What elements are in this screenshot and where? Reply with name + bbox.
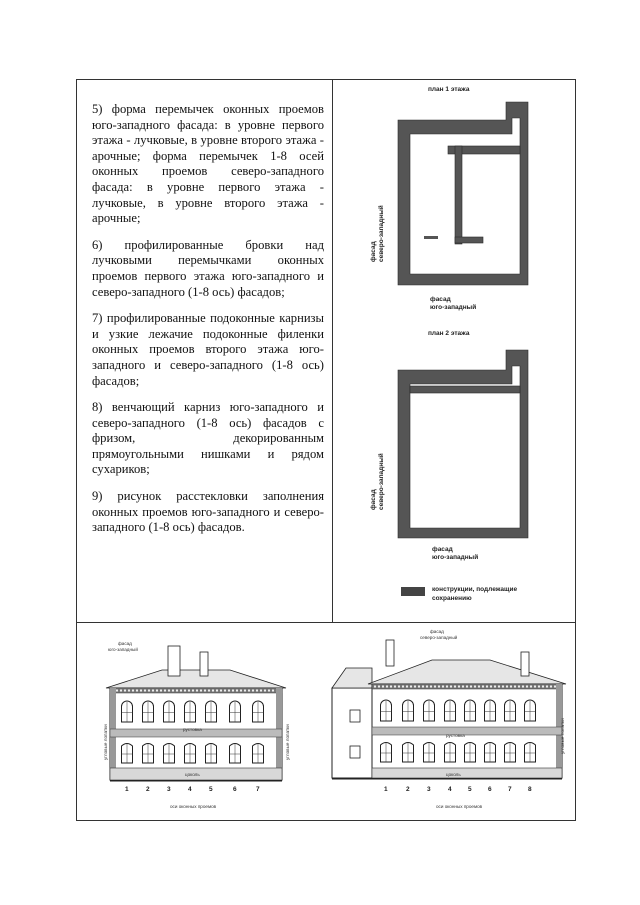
list-item-8: 8) венчающий карниз юго-западного и северо-западного (1-8 ось) фасадов с фризом, декорированным прямоугольными нишками и рядом сухариков;	[92, 400, 324, 477]
facade-nw-axis-caption: оси оконных проемов	[436, 804, 483, 809]
facade-nw-annex-window	[350, 710, 360, 722]
facade-nw-annex-wall	[332, 688, 372, 778]
facade-sw-axis-number: 3	[167, 786, 171, 793]
facade-sw-left-side-label: угловые лопатки	[103, 724, 108, 760]
facade-nw-annex-window	[350, 746, 360, 758]
facade-sw-axis-number: 2	[146, 786, 150, 793]
plan2-bottom-label-2: юго-западный	[432, 554, 479, 561]
list-item-9: 9) рисунок расстекловки заполнения оконных проемов юго-западного и северо-западного (1-8 ось) фасадов.	[92, 489, 324, 535]
list-item-6: 6) профилированные бровки над лучковыми перемычками оконных проемов первого этажа юго-западного и северо-западного (1-8 ось) фасадов;	[92, 237, 324, 299]
facade-nw-title-2: северо-западный	[420, 635, 458, 640]
facade-sw-axis-number: 1	[125, 786, 129, 793]
list-item-7: 7) профилированные подоконные карнизы и узкие лежачие подоконные филенки оконных проемов второго этажа юго-западного и северо-западного (1-8 ось) фасадов;	[92, 311, 324, 388]
facade-nw-chimney	[386, 640, 394, 666]
facade-nw-plinth-label: цоколь	[446, 772, 461, 777]
legend-text-1: конструкции, подлежащие	[432, 586, 518, 593]
plan1-left-label-1: фасад	[370, 241, 377, 262]
plan2-left-label-2: северо-западный	[378, 453, 385, 510]
facade-sw-axis-number: 5	[209, 786, 213, 793]
facade-nw-axis-number: 8	[528, 786, 532, 793]
facade-nw-right-side-label: угловые лопатки	[560, 718, 565, 754]
facade-nw-axis-number: 5	[468, 786, 472, 793]
facade-sw-plinth-label: цоколь	[185, 772, 200, 777]
plan1-left-label-2: северо-западный	[378, 205, 385, 262]
facade-nw-annex-roof	[332, 668, 372, 688]
facade-sw-right-side-label: угловые лопатки	[285, 724, 290, 760]
facade-sw-title-1: фасад	[118, 641, 132, 646]
facade-sw-band-label: рустовка	[183, 727, 202, 732]
facade-sw-title-2: юго-западный	[108, 647, 138, 652]
facade-nw-axis-number: 3	[427, 786, 431, 793]
plan2-title: план 2 этажа	[428, 330, 470, 337]
facade-nw-roof	[368, 660, 566, 684]
facade-sw-axis-number: 6	[233, 786, 237, 793]
plan2-left-label-1: фасад	[370, 489, 377, 510]
facade-sw-axis-number: 4	[188, 786, 192, 793]
legend-text-2: сохранению	[432, 595, 472, 602]
facade-nw-axis-number: 7	[508, 786, 512, 793]
plan1-bottom-label-2: юго-западный	[430, 304, 477, 311]
facade-nw-axis-number: 6	[488, 786, 492, 793]
facade-nw-band-label: рустовка	[446, 733, 465, 738]
facade-sw-axis-caption: оси оконных проемов	[170, 804, 217, 809]
plan1-bottom-label-1: фасад	[430, 296, 451, 303]
facade-nw-axis-number: 4	[448, 786, 452, 793]
facade-nw-rustication-band	[372, 727, 562, 735]
facade-sw-axis-number: 7	[256, 786, 260, 793]
plan1-title: план 1 этажа	[428, 86, 470, 93]
facade-nw-chimney	[521, 652, 529, 676]
list-item-5: 5) форма перемычек оконных проемов юго-западного фасада: в уровне первого этажа - лучковые, в уровне второго этажа - арочные; форма перемычек 1-8 осей оконных проемов северо-западного фасада: в уровне первого этажа - лучковые, в уровне второго этажа - арочные;	[92, 102, 324, 226]
facade-nw-plinth	[372, 768, 562, 778]
plan2-bottom-label-1: фасад	[432, 546, 453, 553]
facade-nw-axis-number: 1	[384, 786, 388, 793]
facade-nw-title-1: фасад	[430, 629, 444, 634]
facade-nw-axis-number: 2	[406, 786, 410, 793]
